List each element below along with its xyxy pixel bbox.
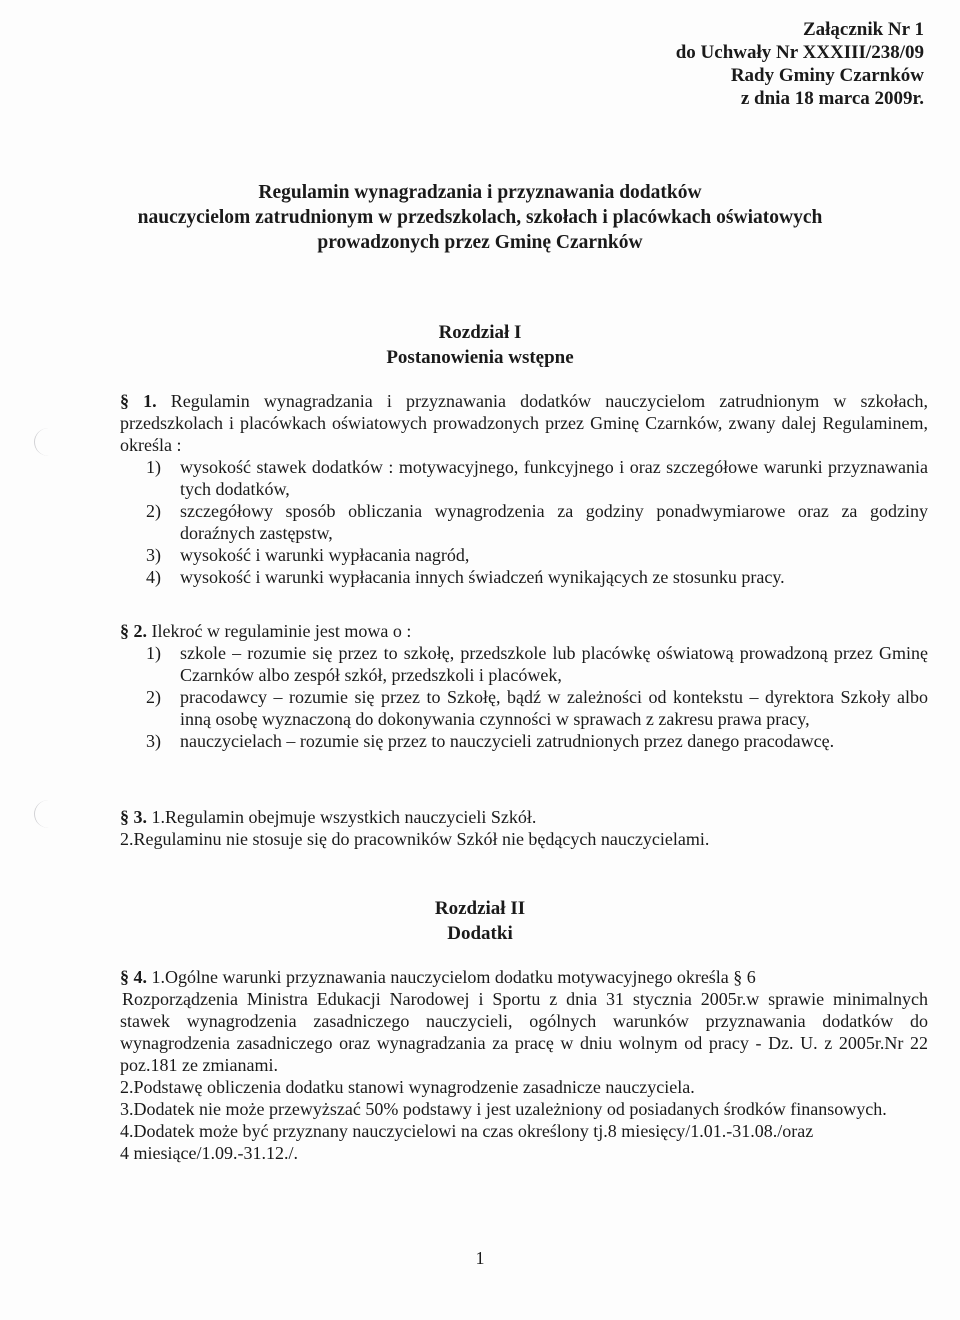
annex-resolution: do Uchwały Nr XXXIII/238/09 xyxy=(675,42,924,63)
list-text: wysokość stawek dodatków : motywacyjnego, funkcyjnego i oraz szczegółowe warunki przyznawania tych dodatków, xyxy=(180,457,928,499)
page-number: 1 xyxy=(475,1248,485,1268)
annex-date: z dnia 18 marca 2009r. xyxy=(740,88,924,109)
list-item xyxy=(146,544,928,566)
chapter-number: Rozdział II xyxy=(434,898,526,919)
list-item xyxy=(146,730,928,752)
section-4 xyxy=(120,966,928,1164)
section-text: 4.Dodatek może być przyznany nauczycielowi na czas określony tj.8 miesięcy/1.01.-31.08./oraz xyxy=(120,1121,814,1141)
annex-number: Załącznik Nr 1 xyxy=(802,19,924,40)
section-mark: § 4. xyxy=(120,967,147,987)
list-item xyxy=(146,456,928,500)
title-line: Regulamin wynagradzania i przyznawania dodatków xyxy=(258,182,702,203)
section-2-intro xyxy=(120,620,928,642)
section-text: 3.Dodatek nie może przewyższać 50% podstawy i jest uzależniony od posiadanych środków finansowych. xyxy=(120,1099,887,1119)
section-mark: § 1. xyxy=(120,391,157,411)
chapter-number: Rozdział I xyxy=(438,322,522,343)
list-number: 3) xyxy=(146,731,161,751)
annex-header xyxy=(676,18,924,110)
list-number: 2) xyxy=(146,501,161,521)
section-text: 1.Regulamin obejmuje wszystkich nauczycieli Szkół. xyxy=(151,807,537,827)
annex-council: Rady Gminy Czarnków xyxy=(730,65,924,86)
list-item xyxy=(146,642,928,686)
section-mark: § 3. xyxy=(120,807,147,827)
title-line: nauczycielom zatrudnionym w przedszkolach, szkołach i placówkach oświatowych xyxy=(137,207,823,228)
title-line: prowadzonych przez Gminę Czarnków xyxy=(317,232,643,253)
list-number: 4) xyxy=(146,567,161,587)
chapter-2-heading xyxy=(0,896,960,946)
list-item xyxy=(146,500,928,544)
section-1-list xyxy=(146,456,928,588)
list-text: wysokość i warunki wypłacania nagród, xyxy=(180,545,470,565)
list-number: 1) xyxy=(146,457,161,477)
document-title xyxy=(0,180,960,255)
list-number: 3) xyxy=(146,545,161,565)
section-text: 4 miesiące/1.09.-31.12./. xyxy=(120,1143,298,1163)
list-text: wysokość i warunki wypłacania innych świadczeń wynikających ze stosunku pracy. xyxy=(180,567,785,587)
list-text: nauczycielach – rozumie się przez to nauczycieli zatrudnionych przez danego pracodawcę. xyxy=(180,731,835,751)
list-number: 1) xyxy=(146,643,161,663)
chapter-name: Postanowienia wstępne xyxy=(386,347,574,368)
punch-hole xyxy=(34,800,63,828)
list-item xyxy=(146,566,928,588)
section-text: 2.Podstawę obliczenia dodatku stanowi wynagrodzenie zasadnicze nauczyciela. xyxy=(120,1077,695,1097)
section-text: Rozporządzenia Ministra Edukacji Narodowej i Sportu z dnia 31 stycznia 2005r.w sprawie minimalnych stawek wynagrodzenia zasadniczego nauczycieli, ogólnych warunków przyznawania dodatków do wynagrodzenia zasadniczego oraz wynagradzania za pracę w dniu wolnym od pracy - Dz. U. z 2005r.Nr 22 poz.181 ze zmianami. xyxy=(120,989,928,1075)
list-text: pracodawcy – rozumie się przez to Szkołę, bądź w zależności od kontekstu – dyrektora Szkoły albo inną osobę wyznaczoną do dokonywania czynności w sprawach z zakresu prawa pracy, xyxy=(180,687,928,729)
section-2-list xyxy=(146,642,928,752)
list-item xyxy=(146,686,928,730)
chapter-1-heading xyxy=(0,320,960,370)
section-text: Ilekroć w regulaminie jest mowa o : xyxy=(151,621,412,641)
section-1-intro xyxy=(120,390,928,456)
list-text: szczegółowy sposób obliczania wynagrodzenia za godziny ponadwymiarowe oraz za godziny doraźnych zastępstw, xyxy=(180,501,928,543)
punch-hole xyxy=(34,428,63,456)
chapter-name: Dodatki xyxy=(447,923,513,944)
section-3 xyxy=(120,806,928,850)
section-text: 2.Regulaminu nie stosuje się do pracowników Szkół nie będących nauczycielami. xyxy=(120,829,710,849)
section-text: Regulamin wynagradzania i przyznawania dodatków nauczycielom zatrudnionym w szkołach, przedszkolach i placówkach oświatowych prowadzonych przez Gminę Czarnków, zwany dalej Regulaminem, określa : xyxy=(120,391,928,455)
list-number: 2) xyxy=(146,687,161,707)
section-text: 1.Ogólne warunki przyznawania nauczycielom dodatku motywacyjnego określa § 6 xyxy=(151,967,756,987)
list-text: szkole – rozumie się przez to szkołę, przedszkole lub placówkę oświatową prowadzoną przez Gminę Czarnków albo zespół szkół, przedszkoli i placówek, xyxy=(180,643,928,685)
section-mark: § 2. xyxy=(120,621,147,641)
